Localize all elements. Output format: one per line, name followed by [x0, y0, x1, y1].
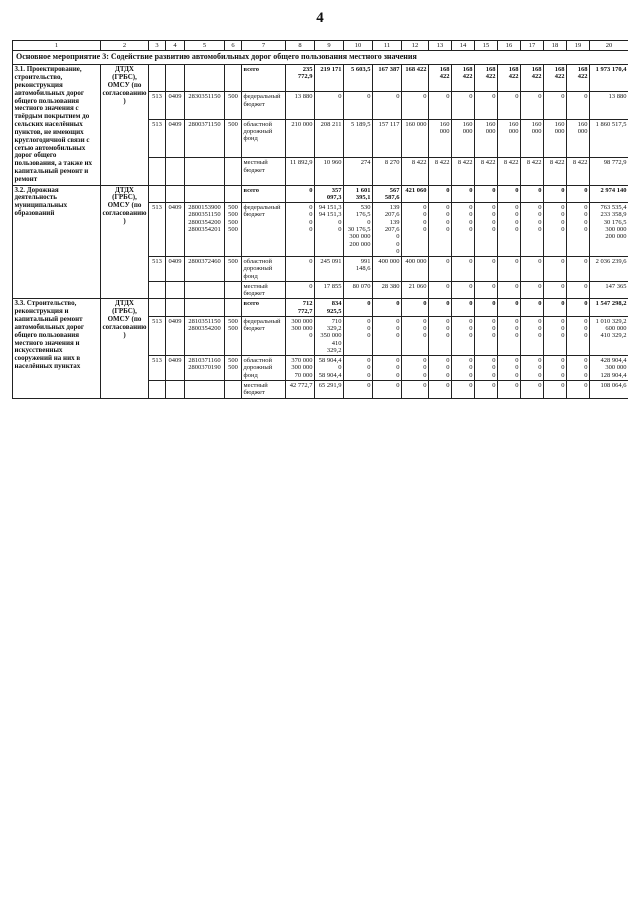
value-cell: 370 000 300 000 70 000 — [286, 356, 315, 381]
value-cell: 0 0 0 0 — [429, 203, 452, 257]
vr-code-cell: 500 500 — [225, 356, 242, 381]
value-cell: 13 880 — [590, 92, 629, 119]
value-cell: 139 207,6 139 207,6 0 0 0 — [373, 203, 402, 257]
column-number: 1 — [13, 41, 101, 51]
value-cell: 0 — [567, 281, 590, 299]
grbs-code-cell: 513 — [149, 203, 166, 257]
executor-cell: ДТДХ (ГРБС), ОМСУ (по согласованию) — [101, 65, 149, 185]
vr-code-cell: 500 — [225, 119, 242, 158]
rzpr-code-cell: 0409 — [166, 356, 185, 381]
value-cell: 98 772,9 — [590, 158, 629, 185]
csr-code-cell — [185, 65, 225, 92]
value-cell: 0 — [475, 92, 498, 119]
column-number: 17 — [521, 41, 544, 51]
vr-code-cell — [225, 185, 242, 203]
grbs-code-cell: 513 — [149, 356, 166, 381]
funding-source-cell: федеральный бюджет — [242, 92, 286, 119]
csr-code-cell — [185, 185, 225, 203]
value-cell: 0 0 0 — [452, 356, 475, 381]
rzpr-code-cell: 0409 — [166, 92, 185, 119]
value-cell: 0 — [544, 92, 567, 119]
value-cell: 0 — [452, 381, 475, 399]
funding-source-cell: местный бюджет — [242, 158, 286, 185]
csr-code-cell — [185, 158, 225, 185]
value-cell: 567 587,6 — [373, 185, 402, 203]
value-cell: 160 000 — [475, 119, 498, 158]
value-cell: 65 291,9 — [315, 381, 344, 399]
value-cell: 0 — [498, 257, 521, 282]
funding-source-cell: всего — [242, 65, 286, 92]
csr-code-cell — [185, 299, 225, 317]
value-cell: 0 — [498, 92, 521, 119]
value-cell: 0 — [521, 381, 544, 399]
grbs-code-cell — [149, 381, 166, 399]
value-cell: 0 — [402, 381, 429, 399]
column-number: 11 — [373, 41, 402, 51]
value-cell: 0 — [567, 92, 590, 119]
grbs-code-cell — [149, 299, 166, 317]
value-cell: 210 000 — [286, 119, 315, 158]
value-cell: 0 — [521, 257, 544, 282]
value-cell: 0 — [429, 185, 452, 203]
vr-code-cell: 500 500 500 500 — [225, 203, 242, 257]
column-number-row — [13, 41, 629, 51]
program-finance-table — [12, 40, 628, 399]
column-number: 18 — [544, 41, 567, 51]
value-cell: 108 064,6 — [590, 381, 629, 399]
rzpr-code-cell: 0409 — [166, 316, 185, 355]
value-cell: 0 — [452, 257, 475, 282]
value-cell: 421 060 — [402, 185, 429, 203]
csr-code-cell — [185, 381, 225, 399]
value-cell: 1 010 329,2 600 000 410 329,2 — [590, 316, 629, 355]
value-cell: 300 000 300 000 0 — [286, 316, 315, 355]
column-number: 16 — [498, 41, 521, 51]
value-cell: 0 0 0 — [567, 316, 590, 355]
value-cell: 0 — [521, 92, 544, 119]
vr-code-cell — [225, 65, 242, 92]
value-cell: 0 — [286, 185, 315, 203]
value-cell: 0 0 0 — [475, 316, 498, 355]
value-cell: 0 0 0 0 — [452, 203, 475, 257]
column-number: 8 — [286, 41, 315, 51]
vr-code-cell: 500 — [225, 257, 242, 282]
value-cell: 0 0 0 0 — [498, 203, 521, 257]
value-cell: 400 000 — [402, 257, 429, 282]
value-cell: 160 000 — [498, 119, 521, 158]
value-cell: 428 904,4 300 000 128 904,4 — [590, 356, 629, 381]
main-event-title: Основное мероприятие 3: Содействие развитию автомобильных дорог общего пользования местного значения — [13, 51, 629, 65]
value-cell: 0 — [373, 92, 402, 119]
value-cell: 0 — [475, 185, 498, 203]
value-cell: 0 — [344, 381, 373, 399]
value-cell: 160 000 — [429, 119, 452, 158]
value-cell: 0 — [567, 299, 590, 317]
rzpr-code-cell — [166, 281, 185, 299]
value-cell: 0 — [429, 281, 452, 299]
value-cell: 8 422 — [475, 158, 498, 185]
value-cell: 0 — [402, 299, 429, 317]
value-cell: 168 422 — [452, 65, 475, 92]
value-cell: 0 — [475, 381, 498, 399]
csr-code-cell: 2800153900 2800351150 2800354200 2800354201 — [185, 203, 225, 257]
value-cell: 0 0 0 0 — [544, 203, 567, 257]
table-row — [13, 299, 629, 317]
value-cell: 21 060 — [402, 281, 429, 299]
value-cell: 0 0 0 — [452, 316, 475, 355]
value-cell: 8 422 — [544, 158, 567, 185]
value-cell: 0 — [498, 185, 521, 203]
value-cell: 58 904,4 0 58 904,4 — [315, 356, 344, 381]
grbs-code-cell: 513 — [149, 316, 166, 355]
value-cell: 0 — [521, 281, 544, 299]
funding-source-cell: областной дорожный фонд — [242, 119, 286, 158]
value-cell: 0 0 0 0 — [521, 203, 544, 257]
value-cell: 0 0 0 — [521, 356, 544, 381]
rzpr-code-cell — [166, 185, 185, 203]
value-cell: 530 176,5 0 30 176,5 300 000 200 000 — [344, 203, 373, 257]
value-cell: 8 422 — [498, 158, 521, 185]
value-cell: 168 422 — [521, 65, 544, 92]
value-cell: 160 000 — [567, 119, 590, 158]
funding-source-cell: федеральный бюджет — [242, 316, 286, 355]
value-cell: 17 855 — [315, 281, 344, 299]
value-cell: 157 117 — [373, 119, 402, 158]
vr-code-cell — [225, 299, 242, 317]
value-cell: 5 603,5 — [344, 65, 373, 92]
grbs-code-cell: 513 — [149, 92, 166, 119]
value-cell: 0 0 0 — [498, 356, 521, 381]
value-cell: 28 380 — [373, 281, 402, 299]
value-cell: 0 — [429, 381, 452, 399]
value-cell: 160 000 — [544, 119, 567, 158]
table-body — [13, 51, 629, 398]
rzpr-code-cell: 0409 — [166, 203, 185, 257]
value-cell: 0 0 0 — [567, 356, 590, 381]
table-row — [13, 65, 629, 92]
value-cell: 0 — [344, 92, 373, 119]
value-cell: 168 422 — [429, 65, 452, 92]
value-cell: 168 422 — [567, 65, 590, 92]
funding-source-cell: местный бюджет — [242, 381, 286, 399]
value-cell: 0 — [429, 299, 452, 317]
value-cell: 8 422 — [521, 158, 544, 185]
value-cell: 167 387 — [373, 65, 402, 92]
value-cell: 0 — [344, 299, 373, 317]
executor-cell: ДТДХ (ГРБС), ОМСУ (по согласованию) — [101, 299, 149, 398]
value-cell: 0 — [498, 381, 521, 399]
grbs-code-cell — [149, 65, 166, 92]
value-cell: 0 0 0 — [402, 316, 429, 355]
value-cell: 2 974 140 — [590, 185, 629, 203]
csr-code-cell: 2810371160 2800370190 — [185, 356, 225, 381]
value-cell: 0 — [567, 185, 590, 203]
value-cell: 0 — [452, 281, 475, 299]
value-cell: 168 422 — [544, 65, 567, 92]
value-cell: 763 535,4 233 358,9 30 176,5 300 000 200 000 — [590, 203, 629, 257]
value-cell: 0 0 0 0 — [475, 203, 498, 257]
value-cell: 0 0 0 — [521, 316, 544, 355]
rzpr-code-cell — [166, 158, 185, 185]
value-cell: 8 422 — [452, 158, 475, 185]
value-cell: 0 0 0 — [475, 356, 498, 381]
value-cell: 0 0 0 — [373, 356, 402, 381]
column-number: 9 — [315, 41, 344, 51]
value-cell: 0 — [429, 92, 452, 119]
column-number: 14 — [452, 41, 475, 51]
value-cell: 0 — [315, 92, 344, 119]
value-cell: 0 — [429, 257, 452, 282]
vr-code-cell — [225, 281, 242, 299]
value-cell: 8 270 — [373, 158, 402, 185]
value-cell: 0 — [521, 185, 544, 203]
value-cell: 0 — [498, 299, 521, 317]
main-event-row — [13, 51, 629, 65]
value-cell: 0 — [402, 92, 429, 119]
event-name-cell: 3.2. Дорожная деятельность муниципальных образований — [13, 185, 101, 299]
column-number: 2 — [101, 41, 149, 51]
value-cell: 0 0 0 — [429, 316, 452, 355]
value-cell: 208 211 — [315, 119, 344, 158]
value-cell: 160 000 — [452, 119, 475, 158]
value-cell: 8 422 — [402, 158, 429, 185]
value-cell: 0 0 0 — [373, 316, 402, 355]
value-cell: 712 772,7 — [286, 299, 315, 317]
column-number: 20 — [590, 41, 629, 51]
value-cell: 42 772,7 — [286, 381, 315, 399]
value-cell: 0 — [567, 381, 590, 399]
executor-cell: ДТДХ (ГРБС), ОМСУ (по согласованию) — [101, 185, 149, 299]
value-cell: 834 925,5 — [315, 299, 344, 317]
value-cell: 0 — [373, 299, 402, 317]
value-cell: 0 — [544, 185, 567, 203]
column-number: 3 — [149, 41, 166, 51]
csr-code-cell: 2830351150 — [185, 92, 225, 119]
grbs-code-cell: 513 — [149, 257, 166, 282]
value-cell: 274 — [344, 158, 373, 185]
rzpr-code-cell: 0409 — [166, 257, 185, 282]
csr-code-cell: 2800372460 — [185, 257, 225, 282]
value-cell: 991 148,6 — [344, 257, 373, 282]
value-cell: 1 860 517,5 — [590, 119, 629, 158]
page-number: 4 — [316, 10, 324, 26]
value-cell: 0 0 0 0 — [567, 203, 590, 257]
value-cell: 0 0 0 — [344, 316, 373, 355]
csr-code-cell: 2810351150 2800354200 — [185, 316, 225, 355]
rzpr-code-cell — [166, 381, 185, 399]
value-cell: 0 — [544, 381, 567, 399]
vr-code-cell — [225, 158, 242, 185]
value-cell: 0 — [452, 185, 475, 203]
column-number: 7 — [242, 41, 286, 51]
value-cell: 0 0 0 0 — [402, 203, 429, 257]
csr-code-cell — [185, 281, 225, 299]
column-number: 15 — [475, 41, 498, 51]
funding-source-cell: областной дорожный фонд — [242, 257, 286, 282]
csr-code-cell: 2800371150 — [185, 119, 225, 158]
value-cell: 0 — [452, 299, 475, 317]
value-cell: 168 422 — [498, 65, 521, 92]
grbs-code-cell — [149, 158, 166, 185]
funding-source-cell: местный бюджет — [242, 281, 286, 299]
value-cell: 1 973 170,4 — [590, 65, 629, 92]
value-cell: 0 — [544, 281, 567, 299]
column-number: 6 — [225, 41, 242, 51]
value-cell: 0 0 0 — [544, 316, 567, 355]
vr-code-cell — [225, 381, 242, 399]
funding-source-cell: федеральный бюджет — [242, 203, 286, 257]
value-cell: 168 422 — [402, 65, 429, 92]
table-row — [13, 185, 629, 203]
value-cell: 0 0 0 — [402, 356, 429, 381]
value-cell: 245 091 — [315, 257, 344, 282]
funding-source-cell: областной дорожный фонд — [242, 356, 286, 381]
value-cell: 0 0 0 — [544, 356, 567, 381]
value-cell: 80 070 — [344, 281, 373, 299]
value-cell: 0 — [475, 257, 498, 282]
value-cell: 235 772,9 — [286, 65, 315, 92]
vr-code-cell: 500 500 — [225, 316, 242, 355]
value-cell: 0 0 0 0 — [286, 203, 315, 257]
value-cell: 2 036 239,6 — [590, 257, 629, 282]
value-cell: 0 — [286, 281, 315, 299]
value-cell: 0 0 0 — [429, 356, 452, 381]
column-number: 19 — [567, 41, 590, 51]
value-cell: 0 0 0 — [498, 316, 521, 355]
value-cell: 1 547 298,2 — [590, 299, 629, 317]
value-cell: 160 000 — [521, 119, 544, 158]
column-number: 12 — [402, 41, 429, 51]
value-cell: 0 — [567, 257, 590, 282]
event-name-cell: 3.3. Строительство, реконструкция и капитальный ремонт автомобильных дорог общего пользования местного значения и искусственных сооружений на них в населённых пунктах — [13, 299, 101, 398]
vr-code-cell: 500 — [225, 92, 242, 119]
value-cell: 10 960 — [315, 158, 344, 185]
column-number: 4 — [166, 41, 185, 51]
rzpr-code-cell — [166, 65, 185, 92]
value-cell: 0 — [452, 92, 475, 119]
value-cell: 94 151,3 94 151,3 0 0 — [315, 203, 344, 257]
value-cell: 0 — [544, 299, 567, 317]
value-cell: 8 422 — [429, 158, 452, 185]
value-cell: 400 000 — [373, 257, 402, 282]
column-number: 13 — [429, 41, 452, 51]
value-cell: 0 — [498, 281, 521, 299]
value-cell: 13 880 — [286, 92, 315, 119]
funding-source-cell: всего — [242, 185, 286, 203]
document-sheet — [12, 40, 628, 895]
value-cell: 8 422 — [567, 158, 590, 185]
value-cell: 0 — [286, 257, 315, 282]
grbs-code-cell — [149, 185, 166, 203]
value-cell: 0 — [475, 299, 498, 317]
value-cell: 0 — [475, 281, 498, 299]
funding-source-cell: всего — [242, 299, 286, 317]
value-cell: 160 000 — [402, 119, 429, 158]
column-number: 10 — [344, 41, 373, 51]
value-cell: 0 — [521, 299, 544, 317]
event-name-cell: 3.1. Проектирование, строительство, реконструкция автомобильных дорог общего пользования местного значения с твёрдым покрытием до сельских населённых пунктов, не имеющих круглогодичной связи с сетью автомобильных дорог общего пользования, а также их капитальный ремонт и ремонт — [13, 65, 101, 185]
rzpr-code-cell: 0409 — [166, 119, 185, 158]
rzpr-code-cell — [166, 299, 185, 317]
column-number: 5 — [185, 41, 225, 51]
grbs-code-cell — [149, 281, 166, 299]
value-cell: 0 0 0 — [344, 356, 373, 381]
grbs-code-cell: 513 — [149, 119, 166, 158]
value-cell: 357 097,3 — [315, 185, 344, 203]
value-cell: 710 329,2 350 000 410 329,2 — [315, 316, 344, 355]
value-cell: 168 422 — [475, 65, 498, 92]
value-cell: 0 — [544, 257, 567, 282]
value-cell: 219 171 — [315, 65, 344, 92]
value-cell: 5 189,5 — [344, 119, 373, 158]
value-cell: 0 — [373, 381, 402, 399]
value-cell: 1 601 395,1 — [344, 185, 373, 203]
value-cell: 11 892,9 — [286, 158, 315, 185]
value-cell: 147 365 — [590, 281, 629, 299]
